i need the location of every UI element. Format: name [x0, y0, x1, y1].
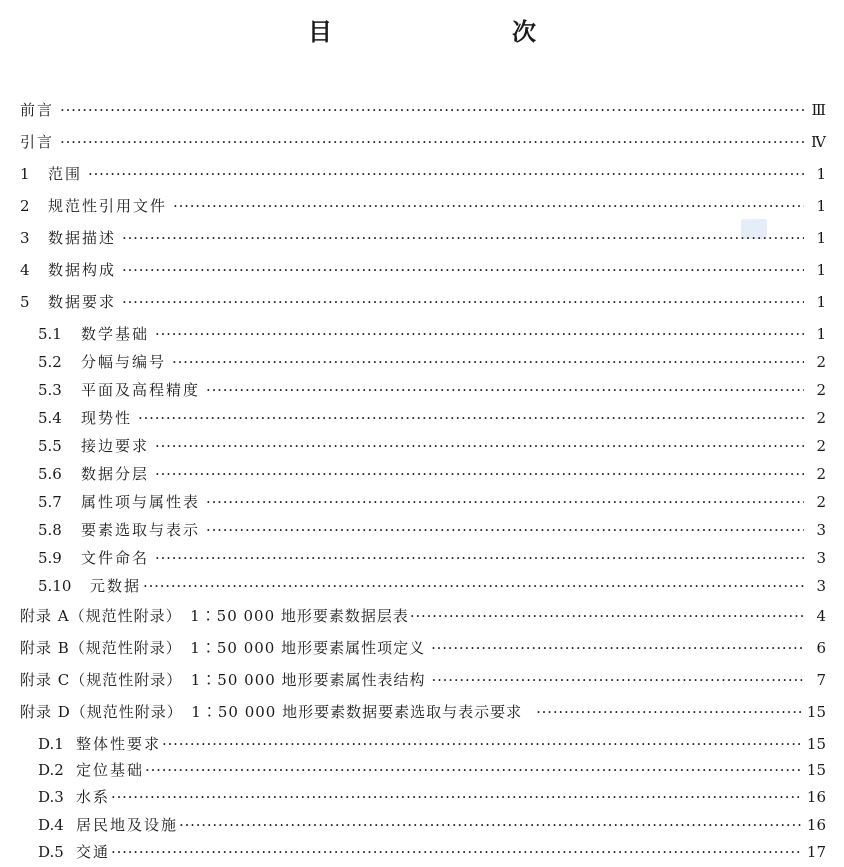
toc-entry[interactable]	[38, 351, 826, 373]
toc-entry-number: D.4	[38, 816, 64, 834]
leader-dots	[88, 163, 804, 185]
toc-entry[interactable]	[20, 669, 826, 691]
toc-entry-page: 4	[816, 607, 826, 625]
toc-entry[interactable]	[38, 547, 826, 569]
toc-entry[interactable]	[20, 99, 826, 121]
toc-entry-page: 1	[816, 261, 826, 279]
toc-entry-page: 1	[816, 229, 826, 247]
toc-entry-number: 3	[20, 229, 30, 247]
toc-entry[interactable]	[38, 759, 826, 781]
toc-entry-title: 附录 A（规范性附录） 1∶50 000 地形要素数据层表	[20, 607, 409, 625]
toc-entry[interactable]	[38, 435, 826, 457]
toc-entry[interactable]	[20, 605, 826, 627]
toc-entry-title: 范围	[48, 165, 83, 183]
toc-entry[interactable]	[20, 163, 826, 185]
leader-dots	[111, 841, 803, 863]
toc-entry-number: 5	[20, 293, 30, 311]
toc-entry-title: 属性项与属性表	[81, 493, 201, 511]
toc-entry-title: 要素选取与表示	[81, 521, 201, 539]
toc-entry[interactable]	[20, 701, 826, 723]
toc-entry-page: 3	[816, 549, 826, 567]
toc-entry[interactable]	[38, 323, 826, 345]
toc-entry-page: 15	[806, 703, 826, 721]
toc-entry-number: 5.7	[38, 493, 62, 511]
leader-dots	[172, 351, 804, 373]
leader-dots	[155, 547, 804, 569]
toc-entry-title: 规范性引用文件	[48, 197, 168, 215]
leader-dots	[155, 463, 804, 485]
leader-dots	[60, 131, 804, 153]
toc-entry-title: 交通	[76, 843, 111, 861]
toc-entry-page: 1	[816, 325, 826, 343]
leader-dots	[206, 519, 804, 541]
toc-entry-page: 6	[816, 639, 826, 657]
toc-entry-number: 5.9	[38, 549, 62, 567]
leader-dots	[111, 786, 803, 808]
toc-entry-number: 2	[20, 197, 30, 215]
leader-dots	[179, 814, 803, 836]
toc-entry-page: 2	[816, 493, 826, 511]
toc-entry-title: 整体性要求	[76, 735, 162, 753]
toc-entry-title: 元数据	[90, 577, 142, 595]
toc-entry-number: D.3	[38, 788, 64, 806]
leader-dots	[122, 259, 804, 281]
toc-entry[interactable]	[38, 407, 826, 429]
toc-entry-page: Ⅳ	[811, 133, 826, 151]
toc-entry-page: 2	[816, 353, 826, 371]
toc-entry[interactable]	[20, 195, 826, 217]
toc-entry-title: 数据要求	[48, 293, 117, 311]
toc-entry-title: 引言	[20, 133, 55, 151]
toc-entry-number: 1	[20, 165, 30, 183]
toc-entry-page: 15	[806, 761, 826, 779]
toc-entry-page: 2	[816, 409, 826, 427]
toc-entry-number: D.1	[38, 735, 64, 753]
toc-entry-title: 现势性	[81, 409, 133, 427]
toc-entry-page: 3	[816, 577, 826, 595]
toc-entry-number: 5.3	[38, 381, 62, 399]
toc-entry-page: Ⅲ	[811, 101, 826, 119]
toc-entry-page: 2	[816, 437, 826, 455]
leader-dots	[206, 379, 804, 401]
toc-entry[interactable]	[20, 291, 826, 313]
toc-entry[interactable]	[20, 259, 826, 281]
leader-dots	[536, 701, 803, 723]
page-title: 目 次	[308, 18, 580, 46]
toc-entry-number: 5.6	[38, 465, 62, 483]
toc-entry-title: 附录 D（规范性附录） 1∶50 000 地形要素数据要素选取与表示要求	[20, 703, 523, 721]
leader-dots	[60, 99, 804, 121]
toc-entry-title: 数据描述	[48, 229, 117, 247]
leader-dots	[206, 491, 804, 513]
leader-dots	[143, 575, 804, 597]
toc-entry-title: 分幅与编号	[81, 353, 167, 371]
leader-dots	[138, 407, 804, 429]
leader-dots	[431, 637, 804, 659]
toc-entry-title: 数据构成	[48, 261, 117, 279]
toc-entry-title: 文件命名	[81, 549, 150, 567]
leader-dots	[155, 435, 804, 457]
leader-dots	[410, 605, 804, 627]
toc-entry-page: 15	[806, 735, 826, 753]
toc-entry-title: 定位基础	[76, 761, 145, 779]
toc-entry[interactable]	[20, 637, 826, 659]
toc-entry-number: 5.4	[38, 409, 62, 427]
toc-entry-page: 2	[816, 465, 826, 483]
toc-entry-number: D.2	[38, 761, 64, 779]
toc-entry-title: 数据分层	[81, 465, 150, 483]
leader-dots	[173, 195, 804, 217]
toc-entry-page: 1	[816, 197, 826, 215]
toc-entry-number: D.5	[38, 843, 64, 861]
toc-entry-title: 前言	[20, 101, 55, 119]
leader-dots	[432, 669, 804, 691]
toc-entry-page: 1	[816, 165, 826, 183]
toc-entry-number: 5.2	[38, 353, 62, 371]
toc-entry[interactable]	[20, 227, 826, 249]
toc-entry-title: 平面及高程精度	[81, 381, 201, 399]
toc-entry-title: 接边要求	[81, 437, 150, 455]
toc-entry-number: 5.8	[38, 521, 62, 539]
toc-entry-title: 水系	[76, 788, 111, 806]
toc-entry-title: 附录 C（规范性附录） 1∶50 000 地形要素属性表结构	[20, 671, 426, 689]
toc-entry-title: 数学基础	[81, 325, 150, 343]
toc-entry[interactable]	[38, 814, 826, 836]
toc-entry[interactable]	[38, 733, 826, 755]
toc-entry-number: 5.5	[38, 437, 62, 455]
toc-entry-title: 附录 B（规范性附录） 1∶50 000 地形要素属性项定义	[20, 639, 426, 657]
toc-entry-page: 1	[816, 293, 826, 311]
toc-entry[interactable]	[38, 379, 826, 401]
toc-entry-number: 5.1	[38, 325, 62, 343]
toc-entry[interactable]	[38, 519, 826, 541]
toc-entry-page: 3	[816, 521, 826, 539]
toc-entry[interactable]	[38, 786, 826, 808]
toc-entry-number: 4	[20, 261, 30, 279]
toc-entry-page: 16	[806, 816, 826, 834]
leader-dots	[122, 227, 804, 249]
toc-entry[interactable]	[38, 491, 826, 513]
toc-entry-title: 居民地及设施	[76, 816, 179, 834]
toc-entry-page: 2	[816, 381, 826, 399]
toc-entry[interactable]	[38, 841, 826, 863]
toc-entry-page: 7	[816, 671, 826, 689]
toc-entry-page: 17	[806, 843, 826, 861]
toc-entry[interactable]	[38, 463, 826, 485]
leader-dots	[155, 323, 804, 345]
toc-entry-number: 5.10	[38, 577, 72, 595]
leader-dots	[122, 291, 804, 313]
toc-entry[interactable]	[20, 131, 826, 153]
toc-entry-page: 16	[806, 788, 826, 806]
leader-dots	[145, 759, 803, 781]
toc-entry[interactable]	[38, 575, 826, 597]
leader-dots	[162, 733, 803, 755]
